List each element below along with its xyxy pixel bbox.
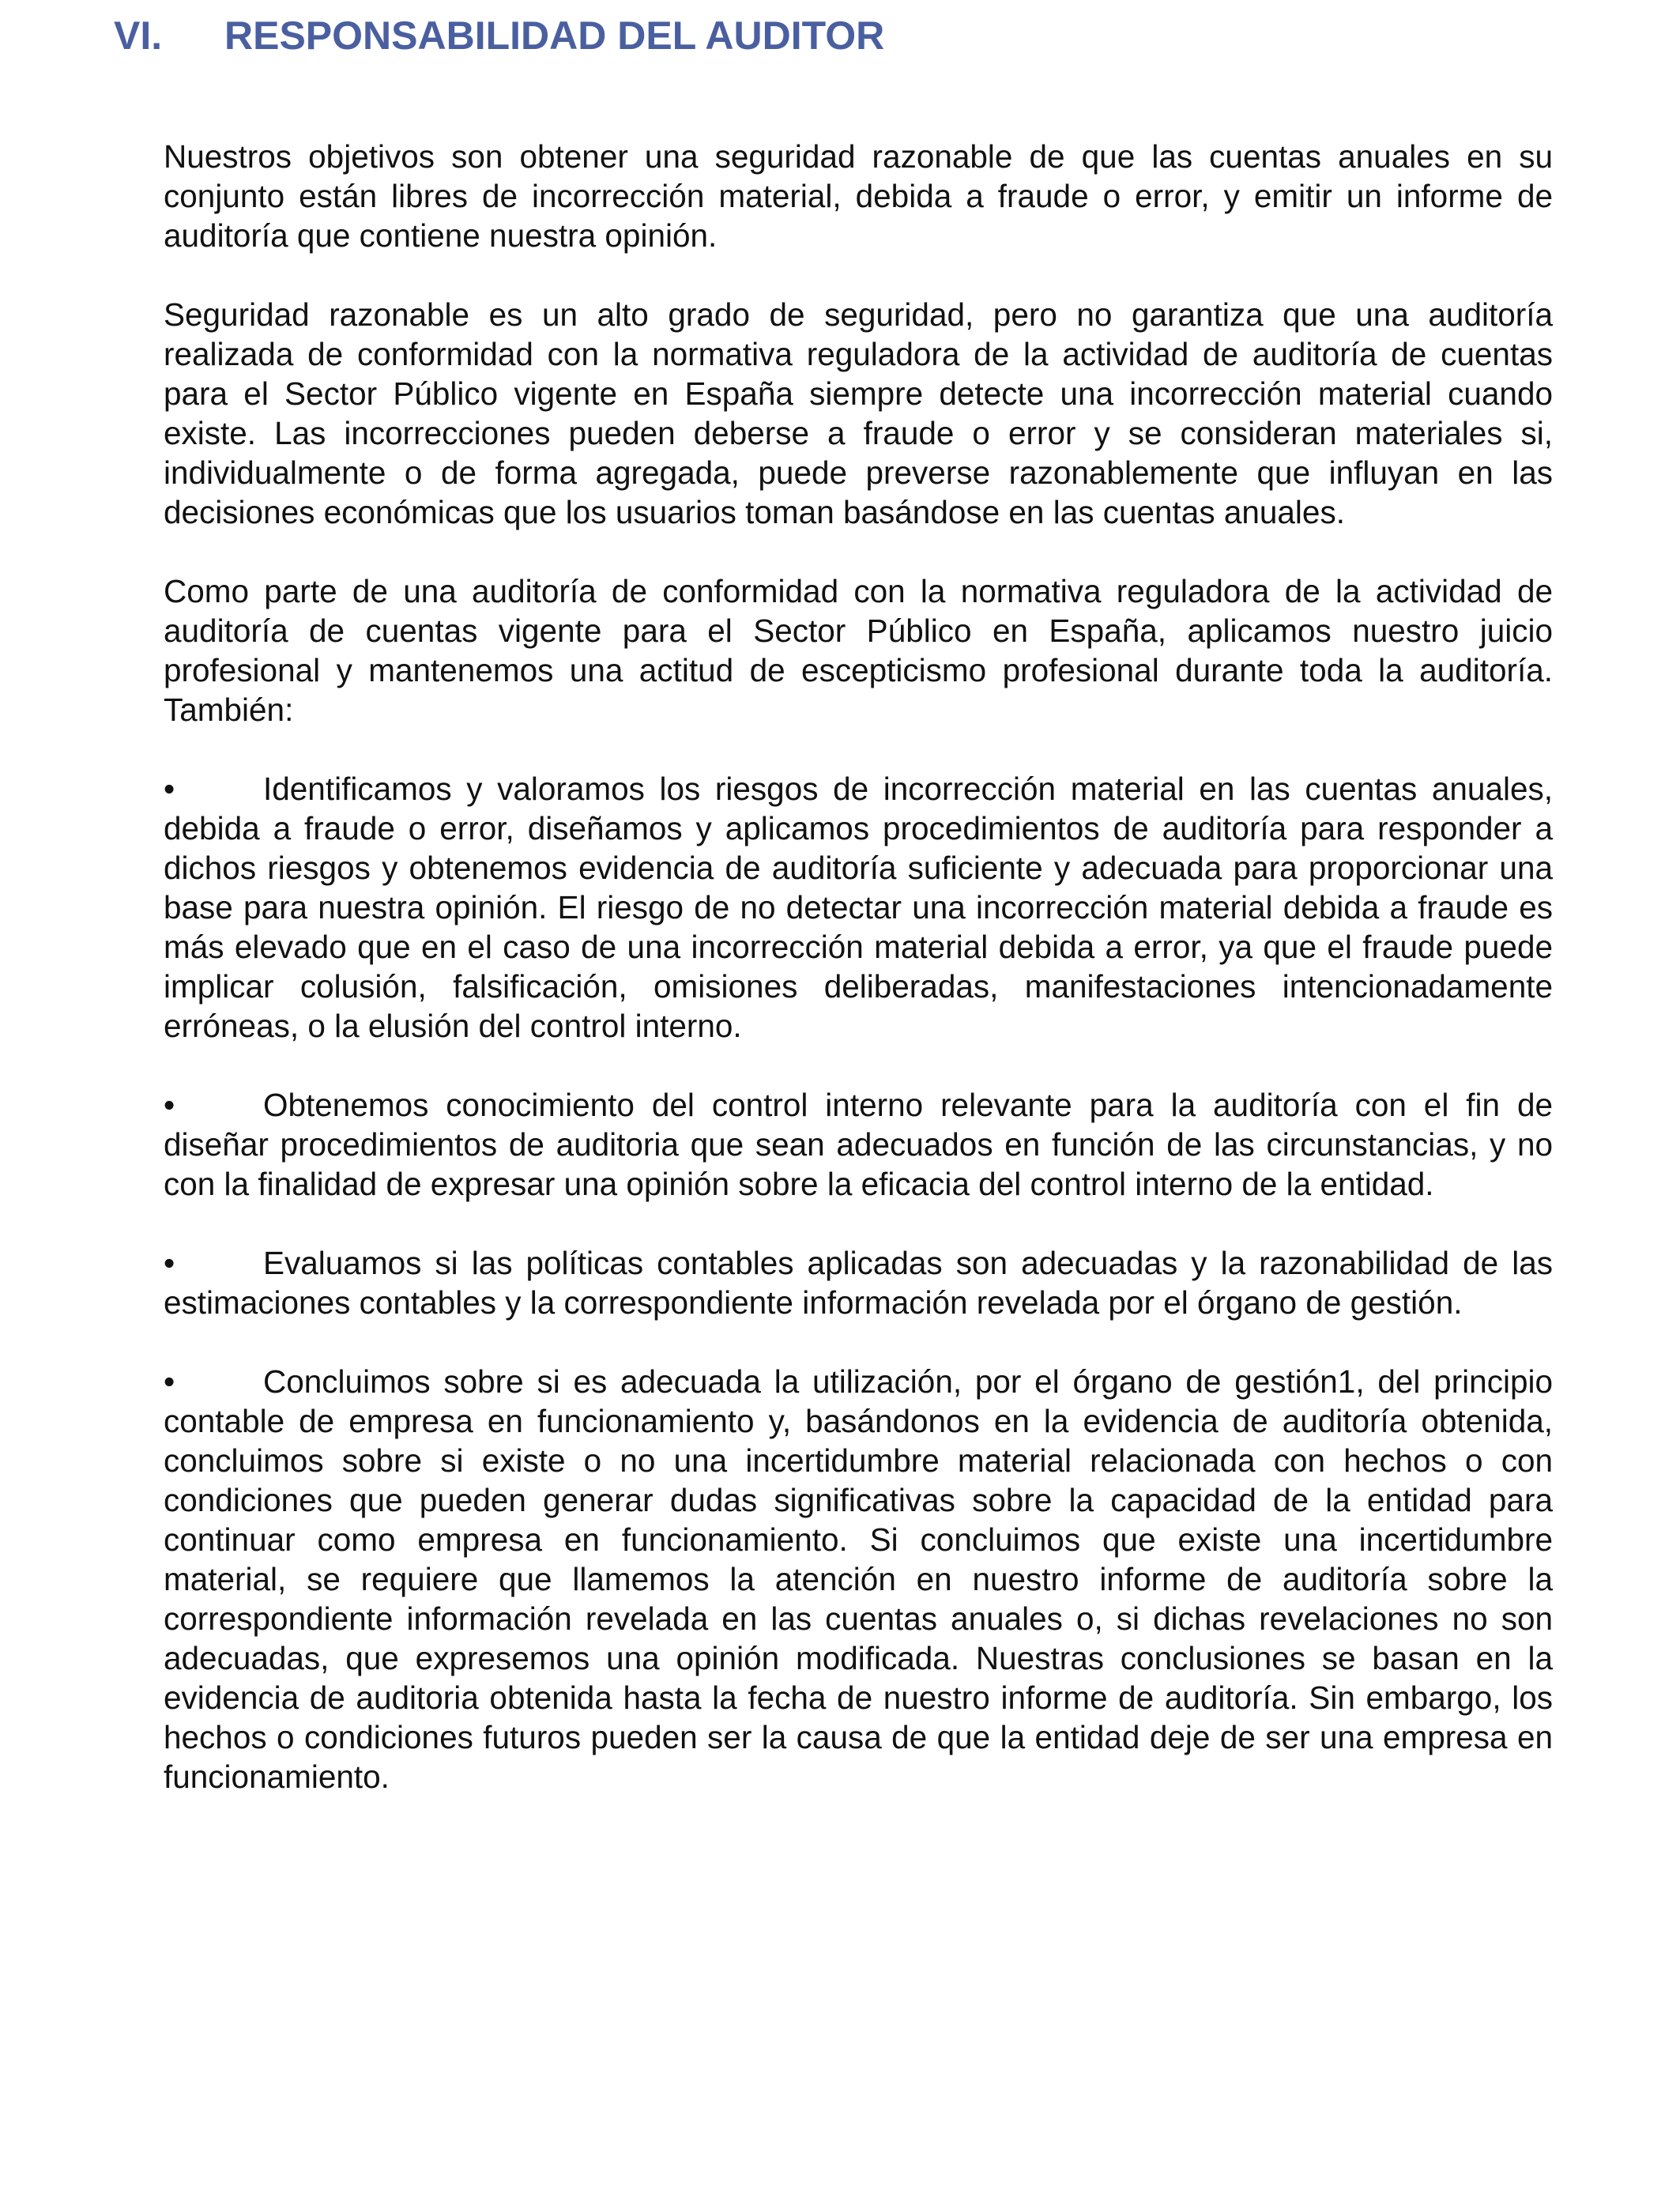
bullet-marker: • (164, 1245, 175, 1281)
bullet-marker: • (164, 1363, 175, 1400)
list-item-text: Obtenemos conocimiento del control interno relevante para la auditoría con el fin de diseñar procedimientos de auditoria que sean adecuados en función de las circunstancias, y no con la finalidad de expresar una opinión sobre la eficacia del control interno de la entidad. (164, 1087, 1553, 1202)
section-heading (114, 11, 884, 60)
paragraph-audit-part: Como parte de una auditoría de conformidad con la normativa reguladora de la actividad de auditoría de cuentas vigente para el Sector Público en España, aplicamos nuestro juicio profesional y mantenemos una actitud de escepticismo profesional durante toda la auditoría. También: (164, 573, 1553, 728)
list-item-text: Evaluamos si las políticas contables aplicadas son adecuadas y la razonabilidad de las estimaciones contables y la correspondiente información revelada por el órgano de gestión. (164, 1245, 1553, 1321)
list-item-text: Identificamos y valoramos los riesgos de incorrección material en las cuentas anuales, debida a fraude o error, diseñamos y aplicamos procedimientos de auditoría para responder a dichos riesgos y obtenemos evidencia de auditoría suficiente y adecuada para proporcionar una base para nuestra opinión. El riesgo de no detectar una incorrección material debida a fraude es más elevado que en el caso de una incorrección material debida a error, ya que el fraude puede implicar colusión, falsificación, omisiones deliberadas, manifestaciones intencionadamente erróneas, o la elusión del control interno. (164, 771, 1553, 1044)
section-body (164, 137, 1553, 1836)
list-item (164, 769, 1553, 1046)
bullet-marker: • (164, 1087, 175, 1123)
list-item (164, 1362, 1553, 1796)
bullet-marker: • (164, 771, 175, 807)
paragraph-reasonable-assurance: Seguridad razonable es un alto grado de seguridad, pero no garantiza que una auditoría realizada de conformidad con la normativa reguladora de la actividad de auditoría de cuentas para el Sector Público vigente en España siempre detecte una incorrección material cuando existe. Las incorrecciones pueden deberse a fraude o error y se consideran materiales si, individualmente o de forma agregada, puede preverse razonablemente que influyan en las decisiones económicas que los usuarios toman basándose en las cuentas anuales. (164, 296, 1553, 530)
paragraph-objectives: Nuestros objetivos son obtener una seguridad razonable de que las cuentas anuales en su conjunto están libres de incorrección material, debida a fraude o error, y emitir un informe de auditoría que contiene nuestra opinión. (164, 138, 1553, 254)
list-item (164, 1085, 1553, 1204)
list-item (164, 1243, 1553, 1322)
section-number: VI. (114, 13, 163, 58)
list-item-text: Concluimos sobre si es adecuada la utilización, por el órgano de gestión1, del principio contable de empresa en funcionamiento y, basándonos en la evidencia de auditoría obtenida, concluimos sobre si existe o no una incertidumbre material relacionada con hechos o con condiciones que pueden generar dudas significativas sobre la capacidad de la entidad para continuar como empresa en funcionamiento. Si concluimos que existe una incertidumbre material, se requiere que llamemos la atención en nuestro informe de auditoría sobre la correspondiente información revelada en las cuentas anuales o, si dichas revelaciones no son adecuadas, que expresemos una opinión modificada. Nuestras conclusiones se basan en la evidencia de auditoria obtenida hasta la fecha de nuestro informe de auditoría. Sin embargo, los hechos o condiciones futuros pueden ser la causa de que la entidad deje de ser una empresa en funcionamiento. (164, 1363, 1553, 1795)
section-title: RESPONSABILIDAD DEL AUDITOR (224, 13, 885, 58)
